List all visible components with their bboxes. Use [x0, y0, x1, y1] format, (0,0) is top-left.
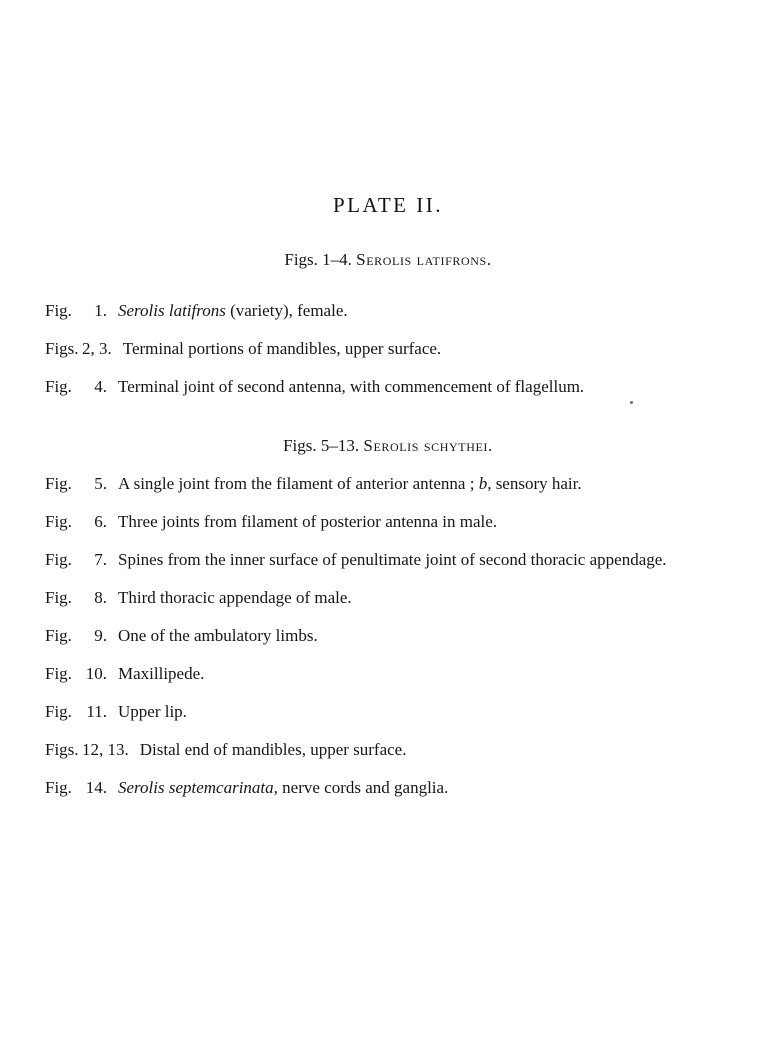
figure-caption: Terminal portions of mandibles, upper surface. [122, 338, 442, 358]
figure-caption: One of the ambulatory limbs. [118, 626, 318, 646]
section-1-figs-range: Figs. 1–4. [284, 250, 352, 270]
figure-number: 8. [94, 588, 107, 608]
section-2-figs-range: Figs. 5–13. [283, 435, 360, 455]
section-heading-1 [0, 250, 776, 270]
figure-entry-14 [45, 769, 756, 807]
figure-label: Fig. [45, 664, 72, 684]
figure-list-2 [0, 465, 776, 807]
figure-caption: Three joints from filament of posterior antenna in male. [118, 512, 498, 532]
figure-label: Fig. [45, 588, 72, 608]
figure-list-1 [0, 292, 776, 406]
figure-number: 11. [86, 702, 107, 722]
figure-label: Fig. [45, 376, 72, 396]
figure-number: 9. [94, 626, 107, 646]
figure-caption: Serolis latifrons (variety), female. [118, 300, 348, 320]
figure-entry-5 [45, 465, 756, 503]
figure-caption: Distal end of mandibles, upper surface. [139, 740, 407, 760]
figure-number: 5. [94, 474, 107, 494]
figure-caption: Maxillipede. [118, 664, 205, 684]
figure-label: Fig. [45, 474, 72, 494]
letter-italic: b [478, 474, 488, 494]
figure-label: Figs. [45, 338, 79, 358]
species-italic: Serolis septemcarinata [118, 778, 274, 798]
figure-number: 14. [85, 778, 107, 798]
figure-label: Fig. [45, 778, 72, 798]
figure-caption: Upper lip. [118, 702, 187, 722]
figure-caption: Spines from the inner surface of penultimate joint of second thoracic appendage. [118, 550, 667, 570]
figure-label: Fig. [45, 550, 72, 570]
section-2-species-name: Serolis schythei. [363, 435, 493, 455]
figure-entry-10 [45, 655, 756, 693]
figure-number: 7. [94, 550, 107, 570]
figure-entry-7 [45, 541, 756, 579]
figure-label: Figs. [45, 740, 79, 760]
ink-speck [630, 401, 633, 404]
figure-entry-8 [45, 579, 756, 617]
figure-caption: A single joint from the filament of anterior antenna ; b, sensory hair. [118, 474, 582, 494]
figure-label: Fig. [45, 702, 72, 722]
page-title: PLATE II. [333, 193, 443, 217]
figure-entry-4 [45, 368, 756, 406]
figure-caption: Terminal joint of second antenna, with commencement of flagellum. [118, 376, 585, 396]
figure-number: 4. [94, 376, 107, 396]
figure-entry-6 [45, 503, 756, 541]
figure-number: 1. [94, 300, 107, 320]
figure-label: Fig. [45, 300, 72, 320]
figure-entry-2-3 [45, 330, 756, 368]
figure-entry-11 [45, 693, 756, 731]
figure-entry-12-13 [45, 731, 756, 769]
figure-label: Fig. [45, 626, 72, 646]
figure-caption: Third thoracic appendage of male. [118, 588, 352, 608]
figure-label: Fig. [45, 512, 72, 532]
section-1-species-name: Serolis latifrons. [356, 250, 492, 270]
figure-caption: Serolis septemcarinata, nerve cords and ganglia. [118, 778, 449, 798]
figure-number: 12, 13. [82, 740, 129, 760]
figure-number: 6. [94, 512, 107, 532]
figure-number: 2, 3. [82, 338, 112, 358]
species-italic: Serolis latifrons [118, 300, 226, 320]
figure-entry-1 [45, 292, 756, 330]
figure-number: 10. [85, 664, 107, 684]
section-heading-2 [0, 436, 776, 456]
figure-entry-9 [45, 617, 756, 655]
